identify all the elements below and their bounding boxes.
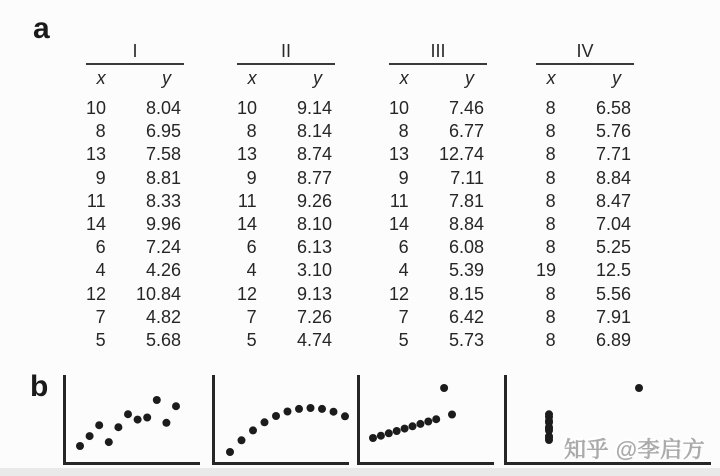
x-cell: 12 xyxy=(237,283,258,304)
data-point xyxy=(341,412,349,420)
x-column-header: x xyxy=(399,68,409,88)
y-cell: 7.91 xyxy=(595,306,631,327)
table-row xyxy=(86,97,184,120)
y-cell: 8.04 xyxy=(145,98,181,118)
data-point xyxy=(172,402,180,410)
x-cell: 14 xyxy=(237,213,258,234)
table-row xyxy=(237,97,335,120)
x-cell: 7 xyxy=(246,306,257,327)
table-row xyxy=(389,306,487,329)
data-point xyxy=(238,436,246,444)
table-row xyxy=(86,259,184,282)
y-cell: 4.74 xyxy=(296,329,332,350)
y-cell: 7.04 xyxy=(595,213,631,234)
y-cell: 9.14 xyxy=(296,98,332,118)
x-column-header: x xyxy=(546,68,556,88)
scatter-plot-II xyxy=(211,374,349,466)
data-point xyxy=(369,434,377,442)
x-cell: 10 xyxy=(389,98,410,118)
data-point xyxy=(272,412,280,420)
table-row xyxy=(86,120,184,143)
table-title: III xyxy=(389,40,487,65)
y-cell: 8.81 xyxy=(145,167,181,188)
y-cell: 5.68 xyxy=(145,329,181,350)
data-point xyxy=(377,432,385,440)
panel-a-label: a xyxy=(33,12,50,45)
table-title: II xyxy=(237,40,335,65)
y-cell: 7.11 xyxy=(450,167,484,188)
table-row xyxy=(237,143,335,166)
y-cell: 7.26 xyxy=(296,306,332,327)
x-cell: 13 xyxy=(237,144,258,165)
x-cell: 8 xyxy=(545,98,556,118)
table-row xyxy=(237,190,335,213)
data-point xyxy=(134,416,142,424)
x-column-header: x xyxy=(247,68,257,88)
y-cell: 8.74 xyxy=(296,144,332,165)
table-group-II xyxy=(237,40,335,352)
y-cell: 6.77 xyxy=(448,121,484,142)
table-row xyxy=(389,167,487,190)
data-point xyxy=(162,419,170,427)
data-point xyxy=(86,432,94,440)
x-cell: 8 xyxy=(95,121,106,142)
y-cell: 3.10 xyxy=(296,260,332,281)
data-point xyxy=(432,415,440,423)
x-cell: 5 xyxy=(398,329,409,350)
x-cell: 6 xyxy=(95,237,106,258)
x-cell: 10 xyxy=(86,98,107,118)
table-row xyxy=(237,329,335,352)
y-cell: 12.74 xyxy=(438,144,484,165)
y-cell: 5.39 xyxy=(448,260,484,281)
x-cell: 14 xyxy=(86,213,107,234)
y-column-header: y xyxy=(465,68,474,88)
scatter-plot-III xyxy=(356,374,494,466)
data-point xyxy=(545,424,553,432)
data-point xyxy=(284,408,292,416)
y-cell: 8.15 xyxy=(448,283,484,304)
x-cell: 11 xyxy=(389,190,409,211)
data-point xyxy=(226,448,234,456)
data-point xyxy=(409,422,417,430)
table-row xyxy=(86,329,184,352)
table-row xyxy=(237,236,335,259)
data-point xyxy=(124,410,132,418)
y-cell: 6.58 xyxy=(595,98,631,118)
table-group-I xyxy=(86,40,184,352)
data-point xyxy=(105,438,113,446)
x-cell: 13 xyxy=(86,144,107,165)
data-point xyxy=(635,384,643,392)
table-row xyxy=(389,283,487,306)
x-cell: 9 xyxy=(95,167,106,188)
table-row xyxy=(536,306,634,329)
y-column-header: y xyxy=(313,68,322,88)
y-cell: 6.13 xyxy=(296,237,332,258)
y-cell: 9.26 xyxy=(296,190,332,211)
x-cell: 8 xyxy=(545,283,556,304)
data-point xyxy=(416,420,424,428)
data-point xyxy=(295,405,303,413)
y-cell: 5.25 xyxy=(595,237,631,258)
x-cell: 9 xyxy=(398,167,409,188)
y-cell: 8.33 xyxy=(145,190,181,211)
y-column-header: y xyxy=(612,68,621,88)
data-point xyxy=(385,429,393,437)
panel-b-label: b xyxy=(30,370,49,403)
scatter-plot-I xyxy=(62,374,200,466)
x-cell: 4 xyxy=(95,260,106,281)
table-row xyxy=(389,143,487,166)
y-cell: 7.58 xyxy=(145,144,181,165)
table-row xyxy=(86,306,184,329)
x-cell: 8 xyxy=(545,213,556,234)
y-cell: 6.42 xyxy=(448,306,484,327)
table-row xyxy=(389,259,487,282)
x-cell: 8 xyxy=(545,237,556,258)
x-cell: 8 xyxy=(545,121,556,142)
data-point xyxy=(307,404,315,412)
table-row xyxy=(237,283,335,306)
x-cell: 10 xyxy=(237,98,258,118)
data-point xyxy=(545,434,553,442)
table-group-III xyxy=(389,40,487,352)
table-header-row xyxy=(536,65,634,91)
data-point xyxy=(424,418,432,426)
y-cell: 9.96 xyxy=(145,213,181,234)
table-row xyxy=(86,167,184,190)
table-row xyxy=(86,190,184,213)
x-cell: 8 xyxy=(545,144,556,165)
zhihu-watermark: 知乎 @李启方 xyxy=(564,437,706,462)
x-cell: 8 xyxy=(398,121,409,142)
y-cell: 5.76 xyxy=(595,121,631,142)
y-cell: 8.84 xyxy=(448,213,484,234)
y-cell: 8.14 xyxy=(296,121,332,142)
data-point xyxy=(330,408,338,416)
table-row xyxy=(536,259,634,282)
table-row xyxy=(86,283,184,306)
table-row xyxy=(237,259,335,282)
x-cell: 19 xyxy=(536,260,557,281)
x-cell: 12 xyxy=(86,283,107,304)
table-row xyxy=(536,190,634,213)
y-cell: 6.89 xyxy=(595,329,631,350)
data-point xyxy=(545,417,553,425)
table-header-row xyxy=(86,65,184,91)
table-row xyxy=(86,213,184,236)
y-cell: 8.10 xyxy=(296,213,332,234)
data-point xyxy=(393,427,401,435)
table-row xyxy=(237,167,335,190)
table-row xyxy=(536,329,634,352)
table-row xyxy=(389,329,487,352)
x-cell: 7 xyxy=(398,306,409,327)
x-cell: 8 xyxy=(545,167,556,188)
x-cell: 13 xyxy=(389,144,410,165)
data-point xyxy=(76,442,84,450)
table-row xyxy=(389,190,487,213)
table-row xyxy=(536,143,634,166)
y-cell: 7.46 xyxy=(448,98,484,118)
table-row xyxy=(536,120,634,143)
y-cell: 7.81 xyxy=(448,190,484,211)
y-column-header: y xyxy=(162,68,171,88)
table-row xyxy=(536,236,634,259)
table-row xyxy=(536,283,634,306)
table-title: I xyxy=(86,40,184,65)
data-point xyxy=(143,414,151,422)
table-row xyxy=(237,213,335,236)
y-cell: 6.08 xyxy=(448,237,484,258)
plot-axes xyxy=(65,375,201,464)
y-cell: 5.73 xyxy=(448,329,484,350)
table-row xyxy=(86,236,184,259)
y-cell: 6.95 xyxy=(145,121,181,142)
table-row xyxy=(237,306,335,329)
data-point xyxy=(440,384,448,392)
y-cell: 12.5 xyxy=(595,260,631,281)
y-cell: 7.71 xyxy=(595,144,631,165)
y-cell: 4.82 xyxy=(145,306,181,327)
y-cell: 8.77 xyxy=(296,167,332,188)
bottom-edge-strip xyxy=(0,468,720,476)
y-cell: 4.26 xyxy=(145,260,181,281)
table-group-IV xyxy=(536,40,634,352)
y-cell: 5.56 xyxy=(595,283,631,304)
table-row xyxy=(389,236,487,259)
table-header-row xyxy=(237,65,335,91)
x-cell: 6 xyxy=(398,237,409,258)
table-row xyxy=(536,167,634,190)
x-cell: 8 xyxy=(545,329,556,350)
y-cell: 10.84 xyxy=(135,283,181,304)
x-cell: 4 xyxy=(246,260,257,281)
x-cell: 14 xyxy=(389,213,410,234)
table-header-row xyxy=(389,65,487,91)
data-point xyxy=(95,421,103,429)
x-cell: 7 xyxy=(95,306,106,327)
data-point xyxy=(448,411,456,419)
x-cell: 5 xyxy=(246,329,257,350)
x-cell: 11 xyxy=(86,190,106,211)
x-cell: 8 xyxy=(545,306,556,327)
table-row xyxy=(237,120,335,143)
data-point xyxy=(249,426,257,434)
x-column-header: x xyxy=(96,68,106,88)
x-cell: 5 xyxy=(95,329,106,350)
x-cell: 11 xyxy=(237,190,257,211)
table-row xyxy=(536,213,634,236)
table-row xyxy=(389,97,487,120)
data-point xyxy=(153,396,161,404)
table-row xyxy=(536,97,634,120)
data-point xyxy=(401,425,409,433)
table-title: IV xyxy=(536,40,634,65)
plot-axes xyxy=(214,375,350,464)
x-cell: 9 xyxy=(246,167,257,188)
y-cell: 9.13 xyxy=(296,283,332,304)
table-row xyxy=(86,143,184,166)
y-cell: 8.47 xyxy=(595,190,631,211)
table-row xyxy=(389,213,487,236)
x-cell: 6 xyxy=(246,237,257,258)
y-cell: 8.84 xyxy=(595,167,631,188)
x-cell: 12 xyxy=(389,283,410,304)
x-cell: 8 xyxy=(246,121,257,142)
data-point xyxy=(114,423,122,431)
data-point xyxy=(261,418,269,426)
table-row xyxy=(389,120,487,143)
x-cell: 4 xyxy=(398,260,409,281)
x-cell: 8 xyxy=(545,190,556,211)
data-point xyxy=(318,405,326,413)
y-cell: 7.24 xyxy=(145,237,181,258)
